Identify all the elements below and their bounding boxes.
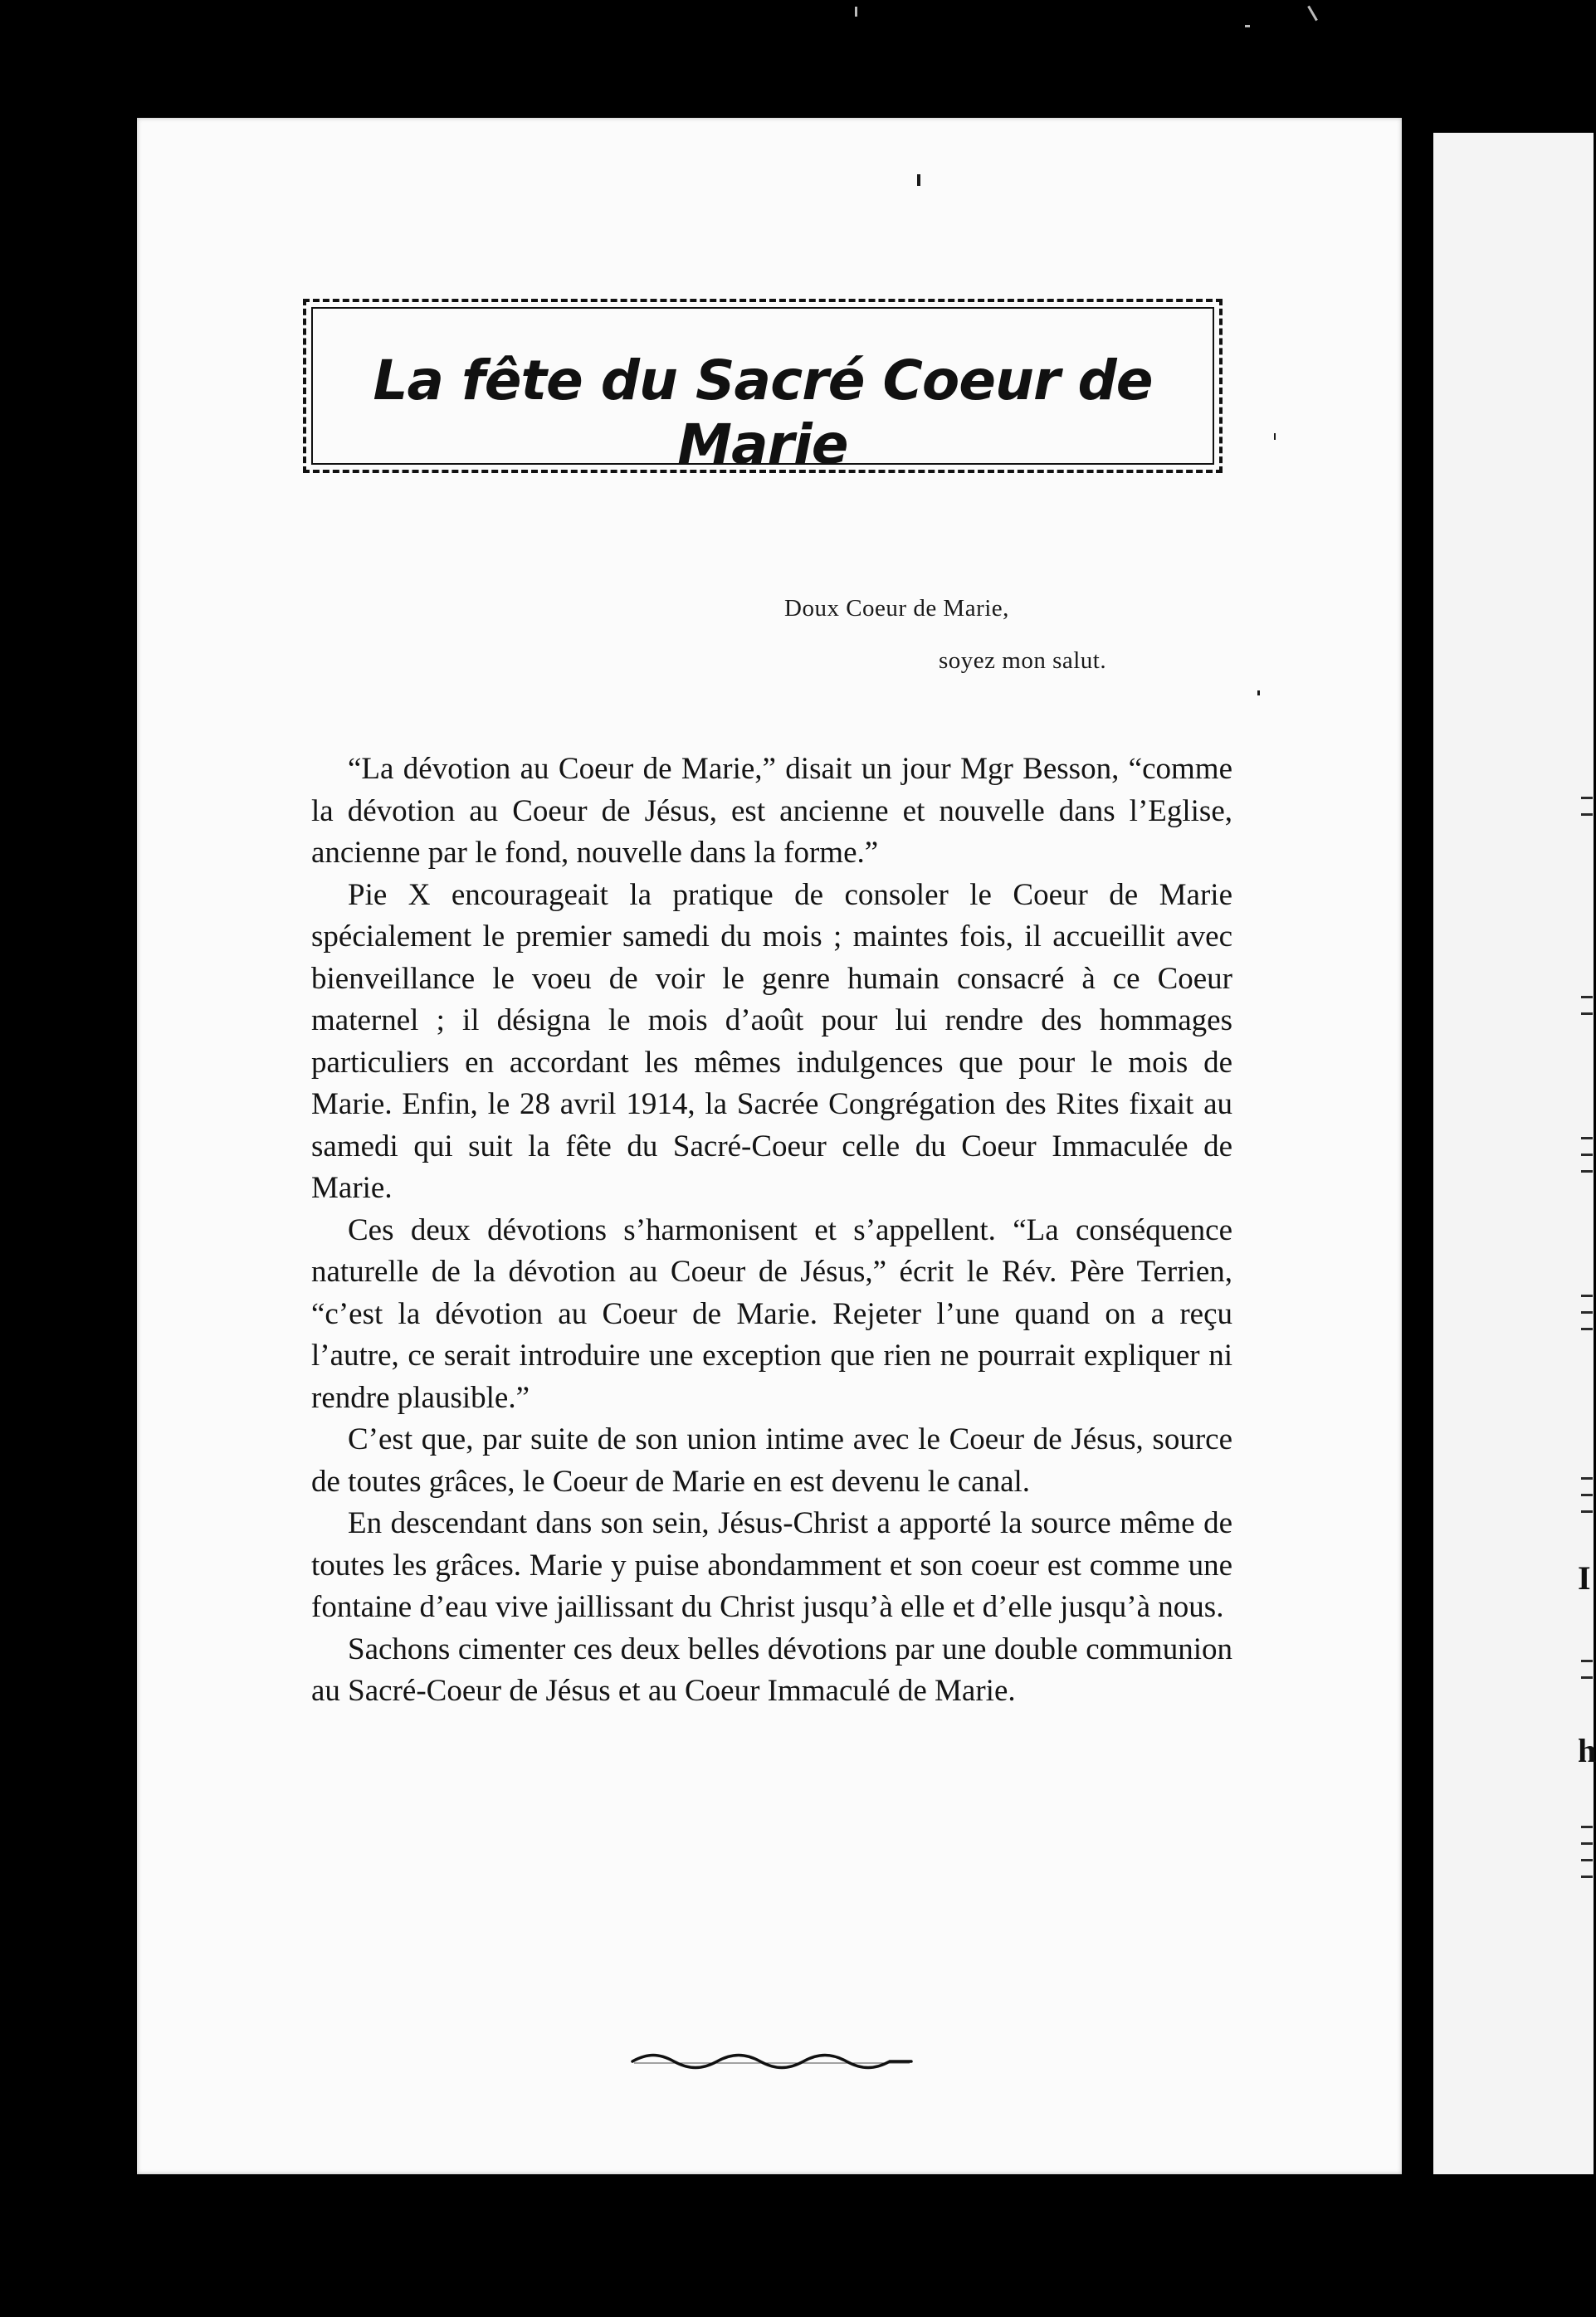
- adjacent-page-edge: [1433, 133, 1594, 2174]
- paragraph-4: C’est que, par suite de son union intime avec le Coeur de Jésus, source de toutes grâces, le Coeur de Marie en est devenu le canal.: [311, 1422, 1232, 1499]
- text-fragment-mark: [1581, 1494, 1593, 1496]
- title-frame: [303, 299, 1223, 476]
- text-fragment-mark: [1581, 1676, 1593, 1679]
- scan-speck: [1274, 433, 1276, 440]
- scan-speck: [1307, 6, 1318, 22]
- epigraph-line-1: Doux Coeur de Marie,: [784, 595, 1009, 622]
- text-fragment-mark: [1581, 996, 1593, 998]
- text-fragment-mark: [1581, 1859, 1593, 1861]
- page-title: La fête du Sacré Coeur de Marie: [373, 349, 1153, 476]
- text-fragment-mark: [1581, 1295, 1593, 1297]
- text-fragment-mark: [1581, 1154, 1593, 1156]
- text-fragment-mark: [1581, 1660, 1593, 1662]
- wavy-line-ornament-icon: [631, 2051, 913, 2071]
- scan-speck: [1257, 690, 1260, 695]
- text-fragment-mark: [1581, 1137, 1593, 1139]
- scan-speck: [1245, 25, 1250, 27]
- text-fragment-mark: [1581, 1510, 1593, 1513]
- text-fragment-mark: [1581, 1012, 1593, 1015]
- text-fragment-mark: [1581, 1876, 1593, 1878]
- paragraph-5: En descendant dans son sein, Jésus-Christ a apporté la source même de toutes les grâces. Marie y puise abondamment et son coeur est comme une fontaine d’eau vive jaillissant du Christ jusqu’à elle et d’elle jusqu’à nous.: [311, 1506, 1232, 1624]
- text-fragment-mark: [1581, 1842, 1593, 1845]
- adjacent-letter: I: [1578, 1559, 1591, 1597]
- text-fragment-mark: [1581, 797, 1593, 799]
- body-text: [311, 749, 1232, 1713]
- scanned-page: [137, 118, 1402, 2174]
- text-fragment-mark: [1581, 1477, 1593, 1480]
- scan-speck: [917, 174, 920, 186]
- paragraph-2: Pie X encourageait la pratique de consoler le Coeur de Marie spécialement le premier samedi du mois ; maintes fois, il accueillit avec bienveillance le voeu de voir le genre humain consacré à ce Coeur maternel ; il désigna le mois d’août pour lui rendre des hommages particuliers en accordant les mêmes indulgences que pour le mois de Marie. Enfin, le 28 avril 1914, la Sacrée Congrégation des Rites fixait au samedi qui suit la fête du Sacré-Coeur celle du Coeur Immaculée de Marie.: [311, 877, 1232, 1205]
- paragraph-6: Sachons cimenter ces deux belles dévotions par une double communion au Sacré-Coeur de Jésus et au Coeur Immaculé de Marie.: [311, 1632, 1232, 1708]
- epigraph: [784, 583, 1365, 687]
- paragraph-1: “La dévotion au Coeur de Marie,” disait un jour Mgr Besson, “comme la dévotion au Coeur de Jésus, est ancienne et nouvelle dans l’Eglise, ancienne par le fond, nouvelle dans la forme.”: [311, 752, 1232, 870]
- epigraph-line-2: soyez mon salut.: [939, 647, 1107, 674]
- adjacent-letter: h: [1578, 1732, 1596, 1769]
- text-fragment-mark: [1581, 813, 1593, 816]
- text-fragment-mark: [1581, 1311, 1593, 1314]
- text-fragment-mark: [1581, 1328, 1593, 1330]
- scan-speck: [855, 7, 857, 17]
- text-fragment-mark: [1581, 1170, 1593, 1173]
- paragraph-3: Ces deux dévotions s’harmonisent et s’appellent. “La conséquence naturelle de la dévotion au Coeur de Jésus,” écrit le Rév. Père Terrien, “c’est la dévotion au Coeur de Marie. Rejeter l’une quand on a reçu l’autre, ce serait introduire une exception que rien ne pourrait expliquer ni rendre plausible.”: [311, 1212, 1232, 1415]
- text-fragment-mark: [1581, 1826, 1593, 1828]
